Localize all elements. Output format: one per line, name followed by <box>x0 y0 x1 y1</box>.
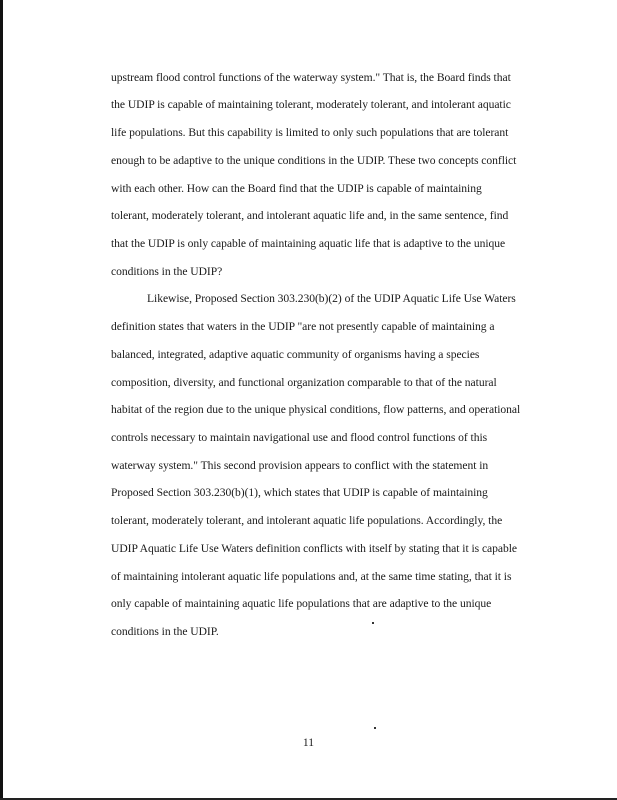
paragraph-1-line-6: tolerant, moderately tolerant, and intolerant aquatic life and, in the same sentence, find <box>111 209 509 222</box>
paragraph-1-line-5: with each other. How can the Board find that the UDIP is capable of maintaining <box>111 182 482 195</box>
paragraph-2-line-4: composition, diversity, and functional organization comparable to that of the natural <box>111 376 497 389</box>
scan-left-border <box>0 0 3 800</box>
paragraph-2-line-7: waterway system." This second provision appears to conflict with the statement in <box>111 459 489 472</box>
paragraph-2-line-13: conditions in the UDIP. <box>111 625 219 638</box>
paragraph-2-line-3: balanced, integrated, adaptive aquatic community of organisms having a species <box>111 348 480 361</box>
scan-speck <box>372 622 374 624</box>
paragraph-2-line-2: definition states that waters in the UDIP "are not presently capable of maintaining a <box>111 320 495 333</box>
page-number: 11 <box>302 736 315 749</box>
paragraph-2-line-11: of maintaining intolerant aquatic life populations and, at the same time stating, that it is <box>111 570 512 583</box>
paragraph-1-line-8: conditions in the UDIP? <box>111 265 223 278</box>
paragraph-1-line-2: the UDIP is capable of maintaining tolerant, moderately tolerant, and intolerant aquatic <box>111 98 511 111</box>
paragraph-2-line-8: Proposed Section 303.230(b)(1), which states that UDIP is capable of maintaining <box>111 486 488 499</box>
paragraph-1-line-7: that the UDIP is only capable of maintaining aquatic life that is adaptive to the unique <box>111 237 506 250</box>
paragraph-1-line-4: enough to be adaptive to the unique conditions in the UDIP. These two concepts conflict <box>111 154 517 167</box>
paragraph-2-line-1: Likewise, Proposed Section 303.230(b)(2) of the UDIP Aquatic Life Use Waters <box>147 292 516 305</box>
paragraph-1-line-3: life populations. But this capability is limited to only such populations that are tolerant <box>111 126 509 139</box>
paragraph-2-line-6: controls necessary to maintain navigational use and flood control functions of this <box>111 431 488 444</box>
paragraph-2-line-12: only capable of maintaining aquatic life populations that are adaptive to the unique <box>111 597 492 610</box>
paragraph-1-line-1: upstream flood control functions of the waterway system." That is, the Board finds that <box>111 71 511 84</box>
paragraph-2-line-10: UDIP Aquatic Life Use Waters definition conflicts with itself by stating that it is capable <box>111 542 518 555</box>
paragraph-2-line-9: tolerant, moderately tolerant, and intolerant aquatic life populations. Accordingly, the <box>111 514 503 527</box>
scan-speck <box>374 727 376 729</box>
paragraph-2-line-5: habitat of the region due to the unique physical conditions, flow patterns, and operational <box>111 403 521 416</box>
